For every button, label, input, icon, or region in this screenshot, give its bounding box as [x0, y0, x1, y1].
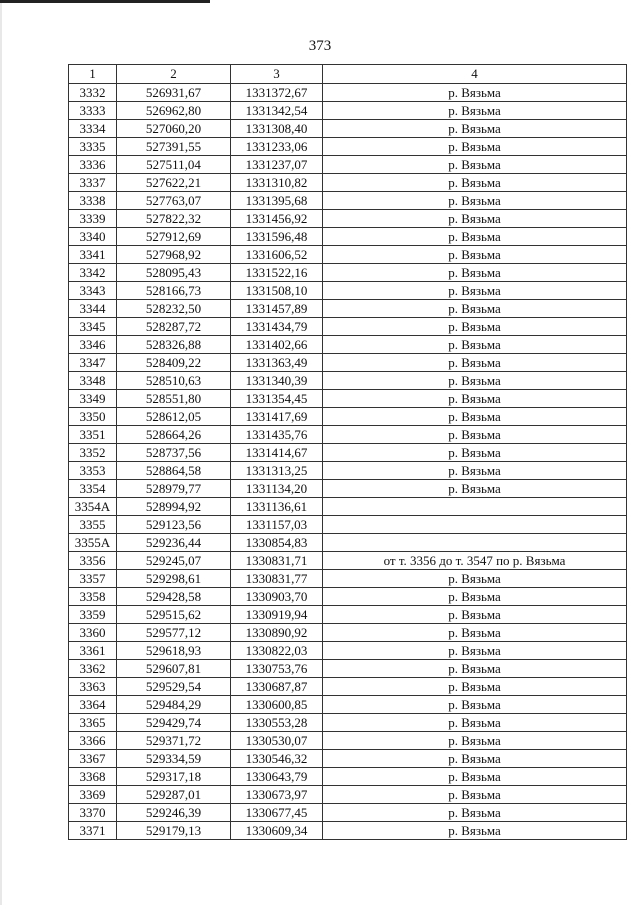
table-row: [69, 282, 627, 300]
description-cell: от т. 3356 до т. 3547 по р. Вязьма: [323, 552, 627, 570]
table-row: [69, 750, 627, 768]
y-coordinate-cell: 1330643,79: [231, 768, 323, 786]
x-coordinate-cell: 528551,80: [117, 390, 231, 408]
description-cell: р. Вязьма: [323, 714, 627, 732]
x-coordinate-cell: 527391,55: [117, 138, 231, 156]
table-row: [69, 786, 627, 804]
description-cell: р. Вязьма: [323, 606, 627, 624]
y-coordinate-cell: 1330890,92: [231, 624, 323, 642]
x-coordinate-cell: 528864,58: [117, 462, 231, 480]
table-row: [69, 336, 627, 354]
x-coordinate-cell: 527968,92: [117, 246, 231, 264]
y-coordinate-cell: 1330673,97: [231, 786, 323, 804]
point-number-cell: 3368: [69, 768, 117, 786]
table-row: [69, 570, 627, 588]
table-row: [69, 372, 627, 390]
description-cell: р. Вязьма: [323, 768, 627, 786]
x-coordinate-cell: 529618,93: [117, 642, 231, 660]
page-number: 373: [308, 38, 332, 54]
description-cell: р. Вязьма: [323, 138, 627, 156]
table-body: [69, 84, 627, 840]
y-coordinate-cell: 1331363,49: [231, 354, 323, 372]
table-row: [69, 300, 627, 318]
table-row: [69, 714, 627, 732]
y-coordinate-cell: 1331233,06: [231, 138, 323, 156]
y-coordinate-cell: 1331606,52: [231, 246, 323, 264]
description-cell: р. Вязьма: [323, 642, 627, 660]
table-row: [69, 174, 627, 192]
table-row: [69, 228, 627, 246]
y-coordinate-cell: 1331456,92: [231, 210, 323, 228]
point-number-cell: 3362: [69, 660, 117, 678]
x-coordinate-cell: 529484,29: [117, 696, 231, 714]
y-coordinate-cell: 1331522,16: [231, 264, 323, 282]
column-header-3: 3: [231, 65, 323, 84]
point-number-cell: 3358: [69, 588, 117, 606]
table-row: [69, 606, 627, 624]
point-number-cell: 3348: [69, 372, 117, 390]
description-cell: р. Вязьма: [323, 174, 627, 192]
column-header-2: 2: [117, 65, 231, 84]
x-coordinate-cell: 528664,26: [117, 426, 231, 444]
x-coordinate-cell: 528166,73: [117, 282, 231, 300]
description-cell: р. Вязьма: [323, 624, 627, 642]
description-cell: р. Вязьма: [323, 462, 627, 480]
y-coordinate-cell: 1330677,45: [231, 804, 323, 822]
description-cell: р. Вязьма: [323, 696, 627, 714]
y-coordinate-cell: 1331237,07: [231, 156, 323, 174]
x-coordinate-cell: 528510,63: [117, 372, 231, 390]
x-coordinate-cell: 527763,07: [117, 192, 231, 210]
description-cell: р. Вязьма: [323, 300, 627, 318]
point-number-cell: 3365: [69, 714, 117, 732]
table-row: [69, 678, 627, 696]
column-header-1: 1: [69, 65, 117, 84]
table-row: [69, 426, 627, 444]
table-row: [69, 462, 627, 480]
table-row: [69, 390, 627, 408]
table-row: [69, 642, 627, 660]
table-row: [69, 732, 627, 750]
point-number-cell: 3346: [69, 336, 117, 354]
y-coordinate-cell: 1330530,07: [231, 732, 323, 750]
description-cell: р. Вязьма: [323, 444, 627, 462]
x-coordinate-cell: 529245,07: [117, 552, 231, 570]
table-row: [69, 138, 627, 156]
point-number-cell: 3357: [69, 570, 117, 588]
point-number-cell: 3336: [69, 156, 117, 174]
y-coordinate-cell: 1330854,83: [231, 534, 323, 552]
table-row: [69, 444, 627, 462]
y-coordinate-cell: 1331402,66: [231, 336, 323, 354]
y-coordinate-cell: 1331395,68: [231, 192, 323, 210]
x-coordinate-cell: 529429,74: [117, 714, 231, 732]
point-number-cell: 3337: [69, 174, 117, 192]
y-coordinate-cell: 1330553,28: [231, 714, 323, 732]
point-number-cell: 3339: [69, 210, 117, 228]
point-number-cell: 3367: [69, 750, 117, 768]
table-row: [69, 696, 627, 714]
y-coordinate-cell: 1330903,70: [231, 588, 323, 606]
table-row: [69, 246, 627, 264]
table-row: [69, 120, 627, 138]
point-number-cell: 3369: [69, 786, 117, 804]
x-coordinate-cell: 529529,54: [117, 678, 231, 696]
x-coordinate-cell: 529246,39: [117, 804, 231, 822]
x-coordinate-cell: 529371,72: [117, 732, 231, 750]
description-cell: р. Вязьма: [323, 192, 627, 210]
table-row: [69, 318, 627, 336]
x-coordinate-cell: 529515,62: [117, 606, 231, 624]
description-cell: р. Вязьма: [323, 750, 627, 768]
y-coordinate-cell: 1331136,61: [231, 498, 323, 516]
point-number-cell: 3334: [69, 120, 117, 138]
x-coordinate-cell: 529236,44: [117, 534, 231, 552]
table-row: [69, 768, 627, 786]
point-number-cell: 3344: [69, 300, 117, 318]
description-cell: р. Вязьма: [323, 228, 627, 246]
point-number-cell: 3340: [69, 228, 117, 246]
y-coordinate-cell: 1331354,45: [231, 390, 323, 408]
y-coordinate-cell: 1331435,76: [231, 426, 323, 444]
y-coordinate-cell: 1331308,40: [231, 120, 323, 138]
description-cell: р. Вязьма: [323, 570, 627, 588]
y-coordinate-cell: 1331414,67: [231, 444, 323, 462]
x-coordinate-cell: 529577,12: [117, 624, 231, 642]
x-coordinate-cell: 528612,05: [117, 408, 231, 426]
x-coordinate-cell: 528326,88: [117, 336, 231, 354]
y-coordinate-cell: 1330919,94: [231, 606, 323, 624]
point-number-cell: 3359: [69, 606, 117, 624]
y-coordinate-cell: 1331157,03: [231, 516, 323, 534]
table-row: [69, 822, 627, 840]
y-coordinate-cell: 1330822,03: [231, 642, 323, 660]
y-coordinate-cell: 1330831,77: [231, 570, 323, 588]
x-coordinate-cell: 529298,61: [117, 570, 231, 588]
description-cell: р. Вязьма: [323, 354, 627, 372]
description-cell: р. Вязьма: [323, 408, 627, 426]
top-rule: [0, 0, 210, 3]
column-header-4: 4: [323, 65, 627, 84]
x-coordinate-cell: 529123,56: [117, 516, 231, 534]
table-row: [69, 624, 627, 642]
description-cell: р. Вязьма: [323, 822, 627, 840]
point-number-cell: 3350: [69, 408, 117, 426]
x-coordinate-cell: 529428,58: [117, 588, 231, 606]
description-cell: р. Вязьма: [323, 120, 627, 138]
y-coordinate-cell: 1331372,67: [231, 84, 323, 102]
x-coordinate-cell: 528409,22: [117, 354, 231, 372]
x-coordinate-cell: 528095,43: [117, 264, 231, 282]
y-coordinate-cell: 1331134,20: [231, 480, 323, 498]
point-number-cell: 3361: [69, 642, 117, 660]
x-coordinate-cell: 528994,92: [117, 498, 231, 516]
y-coordinate-cell: 1331342,54: [231, 102, 323, 120]
point-number-cell: 3364: [69, 696, 117, 714]
point-number-cell: 3352: [69, 444, 117, 462]
table-row: [69, 804, 627, 822]
description-cell: р. Вязьма: [323, 732, 627, 750]
description-cell: р. Вязьма: [323, 156, 627, 174]
y-coordinate-cell: 1331313,25: [231, 462, 323, 480]
description-cell: р. Вязьма: [323, 786, 627, 804]
x-coordinate-cell: 527912,69: [117, 228, 231, 246]
point-number-cell: 3343: [69, 282, 117, 300]
x-coordinate-cell: 528232,50: [117, 300, 231, 318]
description-cell: р. Вязьма: [323, 318, 627, 336]
point-number-cell: 3360: [69, 624, 117, 642]
description-cell: [323, 516, 627, 534]
y-coordinate-cell: 1330609,34: [231, 822, 323, 840]
y-coordinate-cell: 1331596,48: [231, 228, 323, 246]
table-row: [69, 534, 627, 552]
y-coordinate-cell: 1330687,87: [231, 678, 323, 696]
description-cell: р. Вязьма: [323, 660, 627, 678]
point-number-cell: 3355А: [69, 534, 117, 552]
x-coordinate-cell: 528737,56: [117, 444, 231, 462]
point-number-cell: 3332: [69, 84, 117, 102]
point-number-cell: 3335: [69, 138, 117, 156]
table-row: [69, 480, 627, 498]
x-coordinate-cell: 529607,81: [117, 660, 231, 678]
description-cell: р. Вязьма: [323, 480, 627, 498]
y-coordinate-cell: 1331340,39: [231, 372, 323, 390]
point-number-cell: 3347: [69, 354, 117, 372]
table-row: [69, 408, 627, 426]
y-coordinate-cell: 1330831,71: [231, 552, 323, 570]
description-cell: р. Вязьма: [323, 678, 627, 696]
point-number-cell: 3354: [69, 480, 117, 498]
point-number-cell: 3371: [69, 822, 117, 840]
description-cell: р. Вязьма: [323, 246, 627, 264]
description-cell: р. Вязьма: [323, 390, 627, 408]
table-row: [69, 552, 627, 570]
point-number-cell: 3349: [69, 390, 117, 408]
table-row: [69, 192, 627, 210]
table-row: [69, 156, 627, 174]
point-number-cell: 3363: [69, 678, 117, 696]
x-coordinate-cell: 528979,77: [117, 480, 231, 498]
table-row: [69, 102, 627, 120]
point-number-cell: 3356: [69, 552, 117, 570]
table-row: [69, 516, 627, 534]
y-coordinate-cell: 1330753,76: [231, 660, 323, 678]
point-number-cell: 3366: [69, 732, 117, 750]
table-row: [69, 84, 627, 102]
x-coordinate-cell: 529287,01: [117, 786, 231, 804]
description-cell: р. Вязьма: [323, 372, 627, 390]
x-coordinate-cell: 526962,80: [117, 102, 231, 120]
point-number-cell: 3351: [69, 426, 117, 444]
point-number-cell: 3370: [69, 804, 117, 822]
y-coordinate-cell: 1331434,79: [231, 318, 323, 336]
y-coordinate-cell: 1330546,32: [231, 750, 323, 768]
point-number-cell: 3353: [69, 462, 117, 480]
x-coordinate-cell: 527060,20: [117, 120, 231, 138]
scan-edge: [0, 0, 2, 905]
point-number-cell: 3354А: [69, 498, 117, 516]
description-cell: р. Вязьма: [323, 102, 627, 120]
x-coordinate-cell: 529179,13: [117, 822, 231, 840]
description-cell: р. Вязьма: [323, 84, 627, 102]
point-number-cell: 3338: [69, 192, 117, 210]
description-cell: р. Вязьма: [323, 804, 627, 822]
x-coordinate-cell: 527622,21: [117, 174, 231, 192]
x-coordinate-cell: 529317,18: [117, 768, 231, 786]
y-coordinate-cell: 1331310,82: [231, 174, 323, 192]
description-cell: р. Вязьма: [323, 336, 627, 354]
table-row: [69, 588, 627, 606]
description-cell: р. Вязьма: [323, 282, 627, 300]
y-coordinate-cell: 1331417,69: [231, 408, 323, 426]
description-cell: р. Вязьма: [323, 426, 627, 444]
description-cell: р. Вязьма: [323, 264, 627, 282]
y-coordinate-cell: 1330600,85: [231, 696, 323, 714]
x-coordinate-cell: 526931,67: [117, 84, 231, 102]
coordinates-table: [68, 64, 627, 840]
x-coordinate-cell: 527511,04: [117, 156, 231, 174]
description-cell: р. Вязьма: [323, 210, 627, 228]
point-number-cell: 3345: [69, 318, 117, 336]
table-row: [69, 354, 627, 372]
y-coordinate-cell: 1331508,10: [231, 282, 323, 300]
x-coordinate-cell: 528287,72: [117, 318, 231, 336]
point-number-cell: 3333: [69, 102, 117, 120]
table-row: [69, 264, 627, 282]
point-number-cell: 3342: [69, 264, 117, 282]
description-cell: [323, 498, 627, 516]
table-row: [69, 498, 627, 516]
table-header-row: [69, 65, 627, 84]
x-coordinate-cell: 529334,59: [117, 750, 231, 768]
x-coordinate-cell: 527822,32: [117, 210, 231, 228]
table-row: [69, 210, 627, 228]
point-number-cell: 3341: [69, 246, 117, 264]
description-cell: р. Вязьма: [323, 588, 627, 606]
description-cell: [323, 534, 627, 552]
y-coordinate-cell: 1331457,89: [231, 300, 323, 318]
table-row: [69, 660, 627, 678]
point-number-cell: 3355: [69, 516, 117, 534]
